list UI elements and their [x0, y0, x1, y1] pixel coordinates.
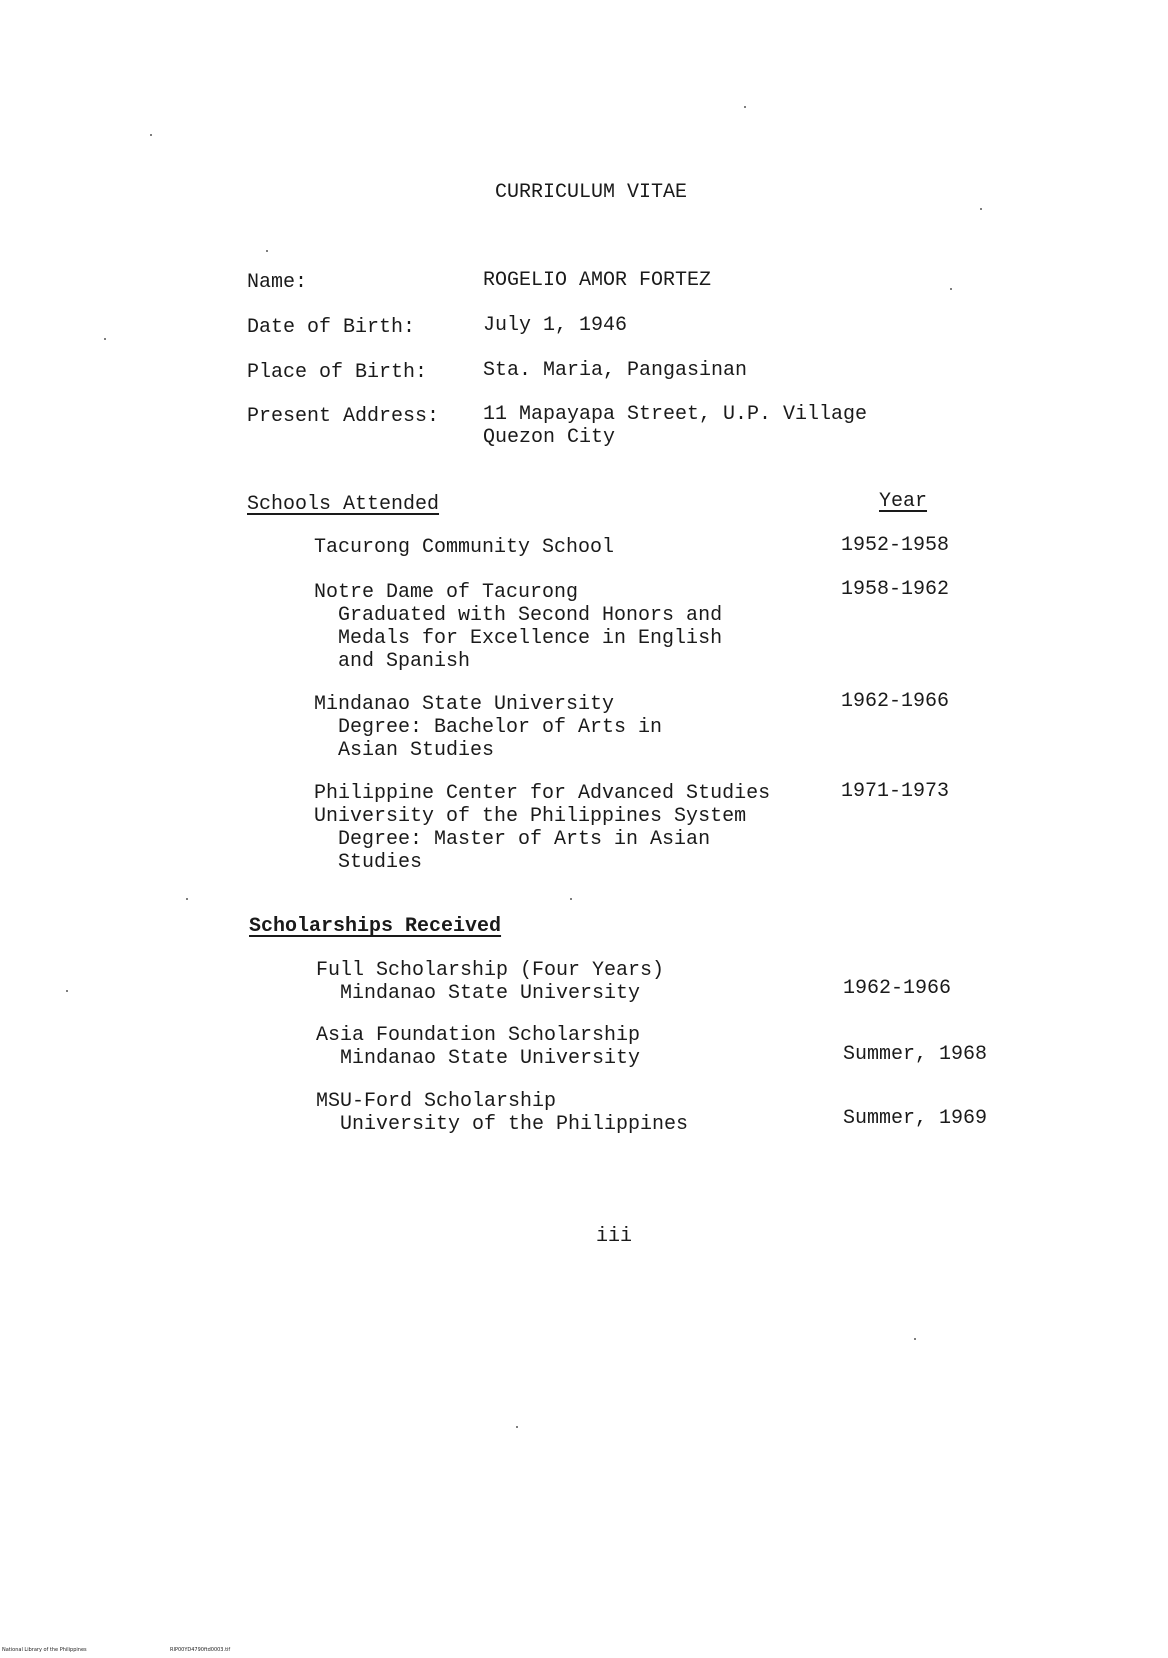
school-line: Degree: Bachelor of Arts in — [314, 716, 663, 739]
scan-speck — [516, 1426, 518, 1428]
scan-speck — [980, 208, 982, 210]
school-year: 1952-1958 — [841, 534, 950, 557]
scan-speck — [104, 338, 106, 340]
footer-library: National Library of the Philippines — [2, 1647, 87, 1653]
scholarship-institution: Mindanao State University — [316, 1047, 641, 1070]
address-line-2: Quezon City — [483, 426, 616, 449]
footer-file-id: RIP00YD4790ftd0003.tif — [170, 1647, 231, 1653]
school-line: Tacurong Community School — [314, 536, 615, 559]
scholarship-title: Full Scholarship (Four Years) — [316, 959, 665, 982]
school-line: Asian Studies — [314, 739, 495, 762]
scan-speck — [186, 898, 188, 900]
page-title: CURRICULUM VITAE — [495, 181, 688, 204]
school-line: Degree: Master of Arts in Asian — [314, 828, 711, 851]
scan-speck — [66, 990, 68, 992]
pob-label: Place of Birth: — [247, 361, 428, 384]
name-value: ROGELIO AMOR FORTEZ — [483, 269, 712, 292]
dob-label: Date of Birth: — [247, 316, 416, 339]
school-line: Philippine Center for Advanced Studies — [314, 782, 771, 805]
address-line-1: 11 Mapayapa Street, U.P. Village — [483, 403, 868, 426]
scholarship-title: MSU-Ford Scholarship — [316, 1090, 557, 1113]
scholarships-heading: Scholarships Received — [249, 915, 502, 938]
page-number: iii — [596, 1225, 633, 1248]
scholarship-year: Summer, 1968 — [843, 1043, 988, 1066]
scan-speck — [150, 134, 152, 136]
scan-speck — [266, 250, 268, 252]
school-line: Medals for Excellence in English — [314, 627, 723, 650]
school-line: Mindanao State University — [314, 693, 615, 716]
scan-speck — [914, 1338, 916, 1340]
scholarship-institution: Mindanao State University — [316, 982, 641, 1005]
school-line: University of the Philippines System — [314, 805, 747, 828]
school-year: 1962-1966 — [841, 690, 950, 713]
dob-value: July 1, 1946 — [483, 314, 628, 337]
name-label: Name: — [247, 271, 308, 294]
scan-speck — [950, 288, 952, 290]
school-line: Graduated with Second Honors and — [314, 604, 723, 627]
scan-speck — [744, 106, 746, 108]
school-year: 1971-1973 — [841, 780, 950, 803]
scholarship-year: 1962-1966 — [843, 977, 952, 1000]
address-label: Present Address: — [247, 405, 440, 428]
year-heading: Year — [879, 490, 928, 513]
school-line: and Spanish — [314, 650, 471, 673]
scholarship-year: Summer, 1969 — [843, 1107, 988, 1130]
scholarship-institution: University of the Philippines — [316, 1113, 689, 1136]
scholarship-title: Asia Foundation Scholarship — [316, 1024, 641, 1047]
schools-heading: Schools Attended — [247, 493, 440, 516]
school-line: Studies — [314, 851, 423, 874]
school-line: Notre Dame of Tacurong — [314, 581, 579, 604]
school-year: 1958-1962 — [841, 578, 950, 601]
pob-value: Sta. Maria, Pangasinan — [483, 359, 748, 382]
scan-speck — [570, 898, 572, 900]
